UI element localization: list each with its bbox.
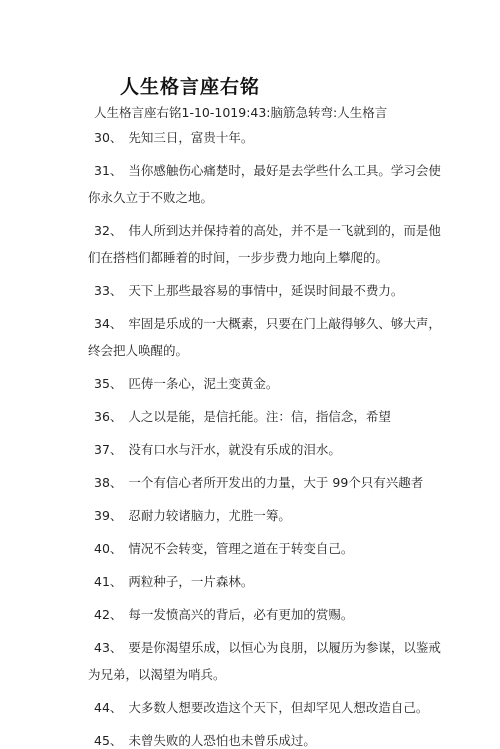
- page-subtitle: 人生格言座右铭1-10-1019:43:脑筋急转弯:人生格言: [94, 105, 388, 120]
- entry-line: [94, 442, 341, 458]
- entry-number: 41、: [94, 574, 123, 589]
- entry-line: [94, 223, 441, 239]
- page-title: 人生格言座右铭: [120, 76, 261, 98]
- entry-number: 40、: [94, 541, 123, 556]
- entry-line: [94, 316, 441, 332]
- entry-continuation: [88, 250, 388, 266]
- entry-number: 39、: [94, 508, 123, 523]
- entry-number: 31、: [94, 163, 123, 178]
- entry-line: [94, 700, 428, 716]
- entry-line: [94, 409, 391, 425]
- entry-text: 忍耐力较诸脑力，尤胜一筹。: [128, 508, 291, 523]
- entry-text: 天下上那些最容易的事情中，延误时间最不费力。: [128, 283, 404, 298]
- entry-continuation: [88, 667, 226, 683]
- entry-number: 37、: [94, 442, 123, 457]
- entry-text: 匹俦一条心，泥土变黄金。: [128, 376, 279, 391]
- entry-number: 44、: [94, 700, 123, 715]
- entry-continuation: [88, 343, 188, 359]
- entry-text: 大多数人想要改造这个天下，但却罕见人想改造自己。: [128, 700, 429, 715]
- entry-number: 42、: [94, 607, 123, 622]
- entry-text: 每一发愤高兴的背后，必有更加的赏赐。: [128, 607, 354, 622]
- entry-text: 牢固是乐成的一大概素，只要在门上敲得够久、够大声，: [128, 316, 441, 331]
- entry-text: 两粒种子，一片森林。: [128, 574, 254, 589]
- entry-text: 当你感触伤心痛楚时，最好是去学些什么工具。学习会使: [128, 163, 441, 178]
- entry-number: 43、: [94, 640, 123, 655]
- entry-number: 32、: [94, 223, 123, 238]
- entry-text: 一个有信心者所开发出的力量，大于 99个只有兴趣者: [128, 475, 424, 490]
- entry-line: [94, 733, 316, 749]
- entry-text: 未曾失败的人恐怕也未曾乐成过。: [128, 733, 316, 748]
- entry-number: 35、: [94, 376, 123, 391]
- entry-text: 伟人所到达并保持着的高处，并不是一飞就到的，而是他: [128, 223, 441, 238]
- entry-text: 情况不会转变，管理之道在于转变自己。: [128, 541, 354, 556]
- entry-number: 45、: [94, 733, 123, 748]
- entry-line: [94, 283, 403, 299]
- entry-line: [94, 607, 353, 623]
- entry-text: 为兄弟，以渴望为哨兵。: [88, 667, 226, 682]
- entry-number: 33、: [94, 283, 123, 298]
- entry-line: [94, 640, 441, 656]
- entry-text: 们在搭档们都睡着的时间，一步步费力地向上攀爬的。: [88, 250, 389, 265]
- entry-line: [94, 574, 253, 590]
- entry-number: 30、: [94, 130, 123, 145]
- entry-continuation: [88, 190, 213, 206]
- entry-text: 人之以是能，是信托能。注：信，指信念，希望: [128, 409, 391, 424]
- entry-number: 36、: [94, 409, 123, 424]
- entry-text: 终会把人唤醒的。: [88, 343, 189, 358]
- entry-text: 你永久立于不败之地。: [88, 190, 214, 205]
- entry-line: [94, 541, 353, 557]
- entry-line: [94, 130, 253, 146]
- entry-text: 要是你渴望乐成，以恒心为良朋，以履历为参谋，以鉴戒: [128, 640, 441, 655]
- entry-text: 没有口水与汗水，就没有乐成的泪水。: [128, 442, 341, 457]
- entry-number: 38、: [94, 475, 123, 490]
- entry-line: [94, 475, 423, 491]
- entry-line: [94, 508, 291, 524]
- entry-line: [94, 163, 441, 179]
- entry-number: 34、: [94, 316, 123, 331]
- entry-line: [94, 376, 278, 392]
- entry-text: 先知三日，富贵十年。: [128, 130, 254, 145]
